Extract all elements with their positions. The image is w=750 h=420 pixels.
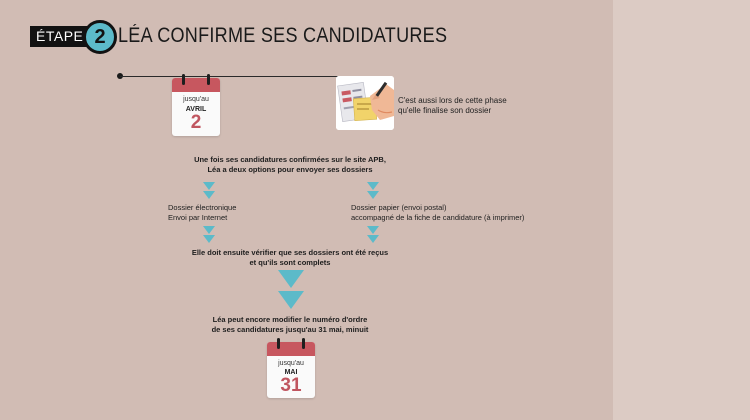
arrow-down-icon: [203, 226, 215, 234]
options-intro: [170, 155, 410, 175]
arrow-down-icon: [367, 235, 379, 243]
arrow-down-icon: [367, 226, 379, 234]
phase-note-line-2: qu'elle finalise son dossier: [398, 106, 492, 115]
option-electronic-line-1: Dossier électronique: [168, 203, 237, 212]
option-paper-line-1: Dossier papier (envoi postal): [351, 203, 447, 212]
etape-label: ÉTAPE: [30, 26, 90, 47]
calendar-april: [172, 78, 220, 136]
verify-text: [160, 248, 420, 268]
calendar-ring-icon: [277, 338, 280, 349]
etape-number-badge: 2: [83, 20, 117, 54]
calendar-header: [267, 342, 315, 356]
arrow-down-icon: [203, 191, 215, 199]
calendar-prefix: jusqu'au: [183, 96, 209, 103]
page-title: LÉA CONFIRME SES CANDIDATURES: [118, 24, 448, 47]
side-margin: [613, 0, 750, 420]
form-illustration: [336, 76, 394, 130]
option-paper: [351, 203, 551, 223]
option-paper-line-2: accompagné de la fiche de candidature (à imprimer): [351, 213, 525, 222]
calendar-day: 2: [190, 112, 202, 133]
calendar-may: [267, 342, 315, 398]
calendar-day: 31: [280, 375, 302, 396]
options-intro-line-2: Léa a deux options pour envoyer ses dossiers: [207, 165, 373, 174]
calendar-ring-icon: [302, 338, 305, 349]
verify-text-line-2: et qu'ils sont complets: [249, 258, 331, 267]
calendar-header: [172, 78, 220, 92]
calendar-ring-icon: [207, 74, 210, 85]
option-electronic: [168, 203, 318, 223]
calendar-ring-icon: [182, 74, 185, 85]
modify-text: [180, 315, 400, 335]
arrow-down-icon: [367, 182, 379, 190]
form-filling-icon: [336, 76, 394, 130]
modify-text-line-1: Léa peut encore modifier le numéro d'ordre: [212, 315, 368, 324]
calendar-month: AVRIL: [185, 106, 207, 113]
calendar-month: MAI: [284, 369, 298, 376]
modify-text-line-2: de ses candidatures jusqu'au 31 mai, minuit: [211, 325, 369, 334]
phase-note: [398, 96, 548, 116]
calendar-prefix: jusqu'au: [278, 360, 304, 367]
arrow-down-icon: [203, 235, 215, 243]
arrow-down-large-icon: [278, 270, 304, 288]
arrow-down-icon: [203, 182, 215, 190]
phase-note-line-1: C'est aussi lors de cette phase: [398, 96, 507, 105]
option-electronic-line-2: Envoi par Internet: [168, 213, 228, 222]
timeline-line: [120, 76, 346, 77]
arrow-down-icon: [367, 191, 379, 199]
options-intro-line-1: Une fois ses candidatures confirmées sur le site APB,: [194, 155, 386, 164]
verify-text-line-1: Elle doit ensuite vérifier que ses dossiers ont été reçus: [191, 248, 389, 257]
arrow-down-large-icon: [278, 291, 304, 309]
